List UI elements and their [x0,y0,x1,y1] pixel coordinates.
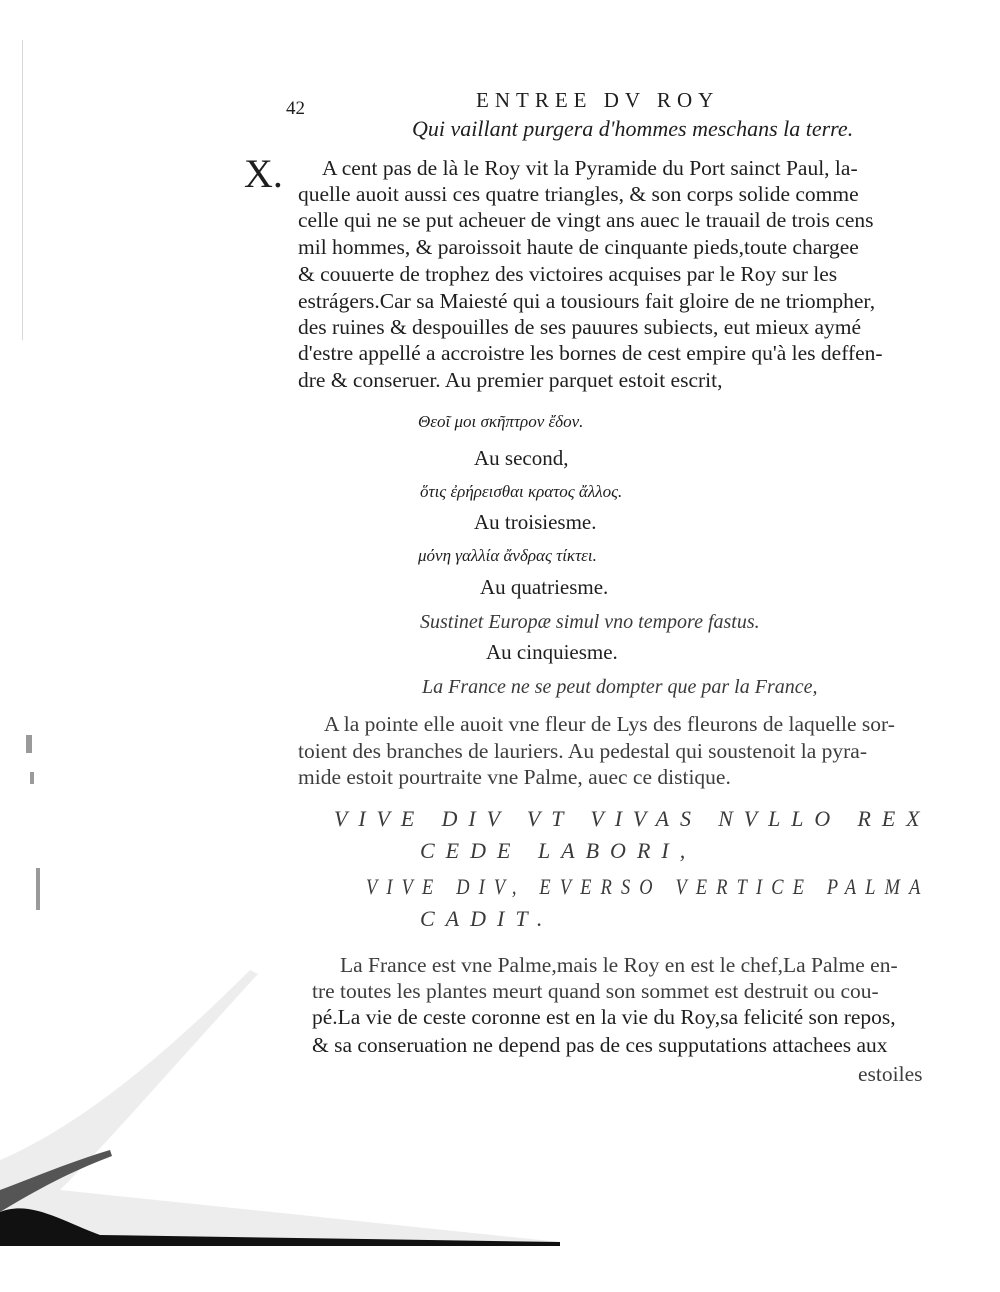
catchword: estoiles [858,1062,923,1086]
paragraph-line: des ruines & despouilles de ses pauures subiects, eut mieux aymé [298,315,862,339]
paragraph-line: & sa conseruation ne depend pas de ces supputations attachees aux [312,1033,888,1057]
paragraph-line: La France est vne Palme,mais le Roy en est le chef,La Palme en- [340,953,898,977]
paragraph-line: pé.La vie de ceste coronne est en la vie du Roy,sa felicité son repos, [312,1005,896,1029]
page-number: 42 [286,98,305,119]
distich-line: CADIT. [420,906,554,931]
inscription-greek: μόνη γαλλία ἄνδρας τίκτει. [418,546,597,565]
inscription-label: Au quatriesme. [480,575,609,599]
paragraph-line: estrágers.Car sa Maiesté qui a tousiours fait gloire de ne triompher, [298,289,876,313]
paragraph-line: A la pointe elle auoit vne fleur de Lys des fleurons de laquelle sor- [324,712,895,736]
paragraph-line: quelle auoit aussi ces quatre triangles, & son corps solide comme [298,182,859,206]
distich-line: CEDE LABORI, [420,838,697,863]
section-mark: X. [244,151,283,196]
inscription-latin: La France ne se peut dompter que par la France, [422,676,818,698]
paragraph-line: mil hommes, & paroissoit haute de cinquante pieds,toute chargee [298,235,859,259]
scan-edge-mark [30,772,34,784]
inscription-greek: ὅτις ἐρήρεισθαι κρατος ἄλλος. [420,482,623,501]
inscription-label: Au second, [474,446,569,470]
verse-heading: Qui vaillant purgera d'hommes meschans la terre. [412,116,854,141]
paragraph-line: tre toutes les plantes meurt quand son sommet est destruit ou cou- [312,979,879,1003]
paragraph-line: celle qui ne se put acheuer de vingt ans auec le trauail de trois cens [298,208,874,232]
inscription-latin: Sustinet Europæ simul vno tempore fastus. [420,611,760,633]
paragraph-line: & couuerte de trophez des victoires acquises par le Roy sur les [298,262,838,286]
inscription-greek: Θεοῖ μοι σκῆπτρον ἔδον. [418,412,584,431]
scan-edge-mark [26,735,32,753]
scan-edge-mark [36,868,40,910]
running-head: ENTREE DV ROY [476,88,720,112]
inscription-label: Au cinquiesme. [486,640,618,664]
inscription-label: Au troisiesme. [474,510,597,534]
scan-edge-mark [22,40,23,340]
paragraph-line: A cent pas de là le Roy vit la Pyramide du Port sainct Paul, la- [322,156,858,180]
paragraph-line: mide estoit pourtraite vne Palme, auec ce distique. [298,765,731,789]
paragraph-line: d'estre appellé a accroistre les bornes de cest empire qu'à les deffen- [298,341,883,365]
paragraph-line: toient des branches de lauriers. Au pedestal qui soustenoit la pyra- [298,739,867,763]
distich-line: VIVE DIV VT VIVAS NVLLO REX [334,806,931,831]
distich-line: VIVE DIV, EVERSO VERTICE PALMA [366,874,930,899]
paragraph-line: dre & conseruer. Au premier parquet estoit escrit, [298,368,723,392]
